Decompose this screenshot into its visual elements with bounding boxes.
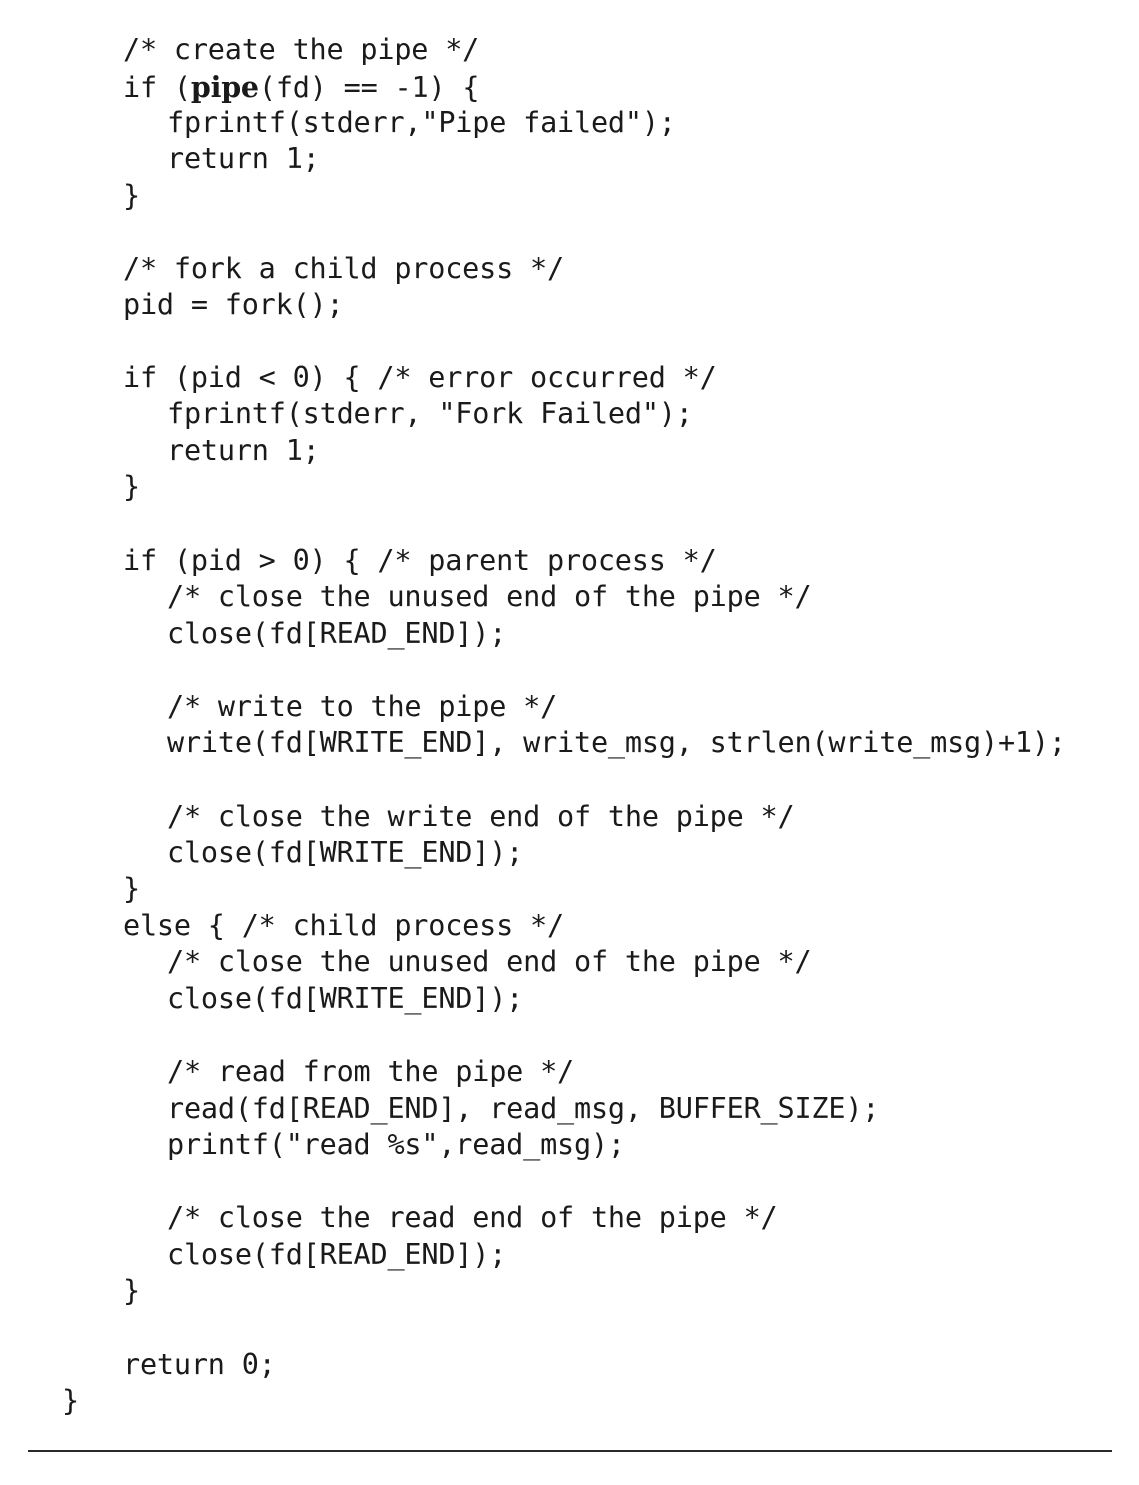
code-line <box>62 1383 79 1419</box>
code-segment: } <box>123 179 140 212</box>
code-line <box>123 32 479 68</box>
code-line <box>167 579 811 615</box>
code-segment: if (pid > 0) { /* parent process */ <box>123 544 717 577</box>
code-segment: } <box>123 872 140 905</box>
code-segment: else { /* child process */ <box>123 909 564 942</box>
code-line <box>123 908 564 944</box>
code-segment: return 1; <box>167 434 320 467</box>
code-segment: write(fd[WRITE_END], write_msg, strlen(write_msg)+1); <box>167 726 1066 759</box>
code-line <box>167 799 794 835</box>
code-segment: read(fd[READ_END], read_msg, BUFFER_SIZE); <box>167 1092 880 1125</box>
code-segment: return 0; <box>123 1348 276 1381</box>
code-line <box>167 1237 506 1273</box>
code-line <box>123 469 140 505</box>
code-segment: /* close the read end of the pipe */ <box>167 1201 778 1234</box>
code-line <box>167 396 693 432</box>
code-segment: if (pid < 0) { /* error occurred */ <box>123 361 717 394</box>
code-segment: pid = fork(); <box>123 288 344 321</box>
code-line <box>123 287 343 323</box>
code-keyword: pipe <box>190 70 259 104</box>
code-line <box>123 251 564 287</box>
code-line <box>123 871 140 907</box>
horizontal-rule <box>28 1450 1112 1452</box>
code-segment: } <box>62 1384 79 1417</box>
code-segment: close(fd[READ_END]); <box>167 617 507 650</box>
code-line <box>123 1347 276 1383</box>
code-line <box>167 1091 879 1127</box>
code-line <box>167 616 506 652</box>
code-segment: /* close the write end of the pipe */ <box>167 800 795 833</box>
code-segment: close(fd[READ_END]); <box>167 1238 507 1271</box>
code-line <box>167 835 523 871</box>
code-segment: close(fd[WRITE_END]); <box>167 982 524 1015</box>
code-line <box>123 178 140 214</box>
code-segment: } <box>123 470 140 503</box>
code-segment: /* create the pipe */ <box>123 33 480 66</box>
code-line <box>167 1054 574 1090</box>
code-segment: } <box>123 1274 140 1307</box>
code-line <box>123 543 717 579</box>
code-line <box>167 689 557 725</box>
code-line <box>123 360 717 396</box>
code-segment: /* fork a child process */ <box>123 252 564 285</box>
code-line <box>167 944 811 980</box>
code-line <box>167 141 320 177</box>
code-segment: printf("read %s",read_msg); <box>167 1128 625 1161</box>
code-segment: return 1; <box>167 142 320 175</box>
code-line <box>123 69 479 106</box>
code-line <box>167 1200 778 1236</box>
code-segment: /* close the unused end of the pipe */ <box>167 945 812 978</box>
code-segment: if ( <box>123 71 191 104</box>
code-segment: /* read from the pipe */ <box>167 1055 575 1088</box>
code-segment: fprintf(stderr, "Fork Failed"); <box>167 397 693 430</box>
code-segment: (fd) == -1) { <box>258 71 480 104</box>
code-line <box>167 981 523 1017</box>
code-segment: fprintf(stderr,"Pipe failed"); <box>167 106 676 139</box>
code-segment: /* close the unused end of the pipe */ <box>167 580 812 613</box>
code-line <box>167 433 320 469</box>
code-segment: /* write to the pipe */ <box>167 690 558 723</box>
code-line <box>167 725 1066 761</box>
code-segment: close(fd[WRITE_END]); <box>167 836 524 869</box>
code-line <box>167 105 676 141</box>
code-line <box>123 1273 140 1309</box>
code-line <box>167 1127 625 1163</box>
